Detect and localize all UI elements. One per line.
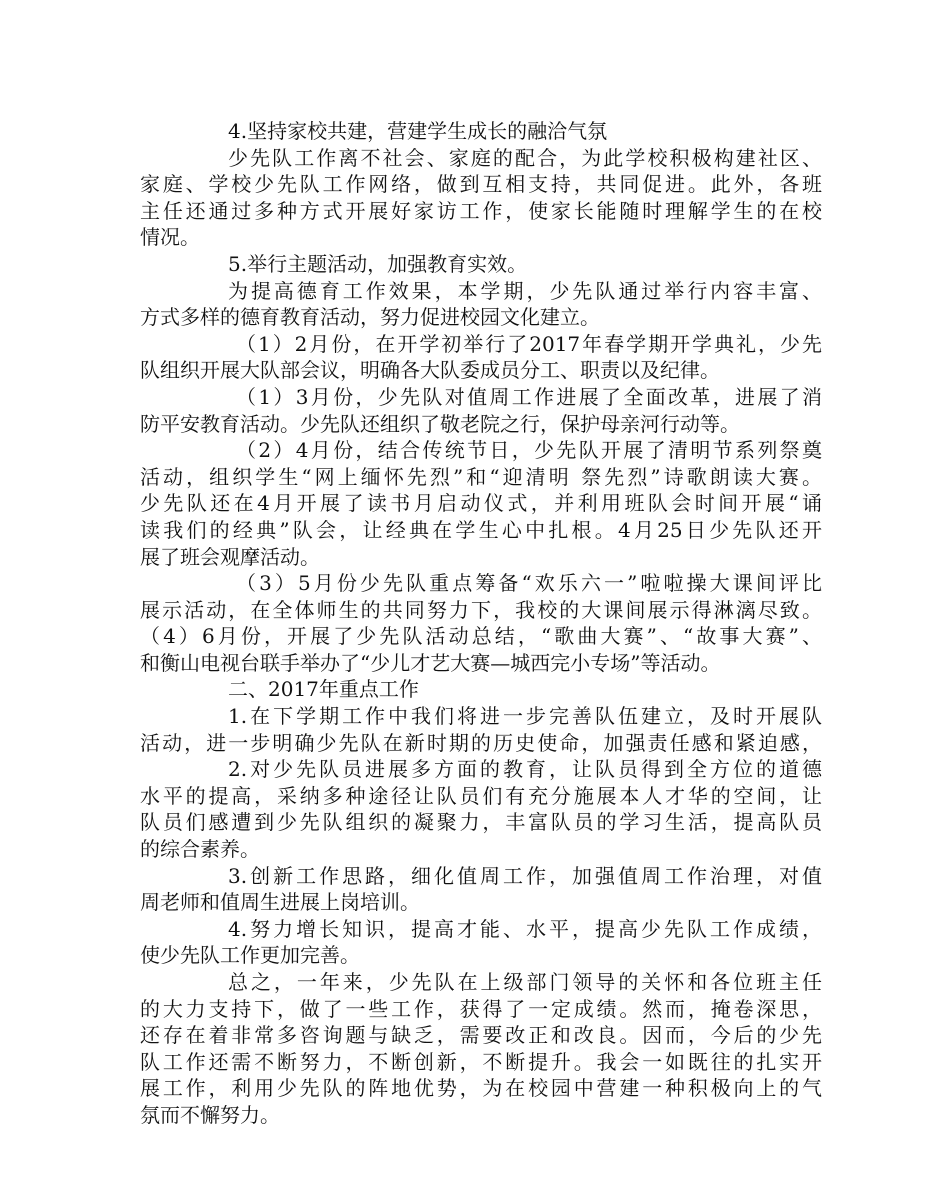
text-line: 5.举行主题活动，加强教育实效。 — [228, 251, 528, 276]
text-line: 展了班会观摩活动。 — [140, 544, 320, 569]
text-line: 队工作还需不断努力，不断创新，不断提升。我会一如既往的扎实开 — [140, 1049, 822, 1074]
text-line: 少先队工作离不社会、家庭的配合，为此学校积极构建社区、 — [228, 145, 822, 170]
text-line: 活动，组织学生“网上缅怀先烈”和“迎清明 祭先烈”诗歌朗读大赛。 — [140, 464, 822, 489]
text-line: 主任还通过多种方式开展好家访工作，使家长能随时理解学生的在校 — [140, 198, 822, 223]
text-line: 读我们的经典”队会，让经典在学生心中扎根。4月25日少先队还开 — [140, 517, 822, 542]
text-line: 4.坚持家校共建，营建学生成长的融洽气氛 — [228, 119, 608, 143]
text-line: 和衡山电视台联手举办了“少儿才艺大赛—城西完小专场”等活动。 — [140, 650, 721, 675]
text-line: 为提高德育工作效果，本学期，少先队通过举行内容丰富、 — [228, 278, 822, 303]
text-line: 周老师和值周生进展上岗培训。 — [140, 890, 420, 915]
text-line: （1）2月份，在开学初举行了2017年春学期开学典礼，少先 — [236, 331, 822, 356]
text-line: 1.在下学期工作中我们将进一步完善队伍建立，及时开展队 — [228, 704, 822, 729]
text-line: 总之，一年来，少先队在上级部门领导的关怀和各位班主任 — [228, 970, 822, 994]
text-line: （2）4月份，结合传统节日，少先队开展了清明节系列祭奠 — [236, 438, 822, 463]
text-line: 方式多样的德育教育活动，努力促进校园文化建立。 — [140, 305, 600, 330]
text-line: 4.努力增长知识，提高才能、水平，提高少先队工作成绩， — [228, 916, 822, 941]
text-line: 展示活动，在全体师生的共同努力下，我校的大课间展示得淋漓尽致。 — [140, 597, 822, 622]
text-line: 的综合素养。 — [140, 837, 260, 862]
section-heading: 二、2017年重点工作 — [228, 677, 419, 702]
text-line: （4）6月份，开展了少先队活动总结，“歌曲大赛”、“故事大赛”、 — [140, 624, 822, 649]
text-line: 2.对少先队员进展多方面的教育，让队员得到全方位的道德 — [228, 757, 822, 782]
text-line: 情况。 — [140, 225, 200, 250]
text-line: 防平安教育活动。少先队还组织了敬老院之行，保护母亲河行动等。 — [140, 411, 740, 436]
text-line: 氛而不懈努力。 — [140, 1102, 280, 1127]
text-line: 活动，进一步明确少先队在新时期的历史使命，加强责任感和紧迫感， — [140, 730, 822, 755]
text-line: 水平的提高，采纳多种途径让队员们有充分施展本人才华的空间，让 — [140, 783, 822, 808]
document-body — [140, 118, 822, 1129]
text-line: 的大力支持下，做了一些工作，获得了一定成绩。然而，掩卷深思， — [140, 996, 822, 1021]
text-line: 使少先队工作更加完善。 — [140, 943, 360, 968]
text-line: （1）3月份，少先队对值周工作进展了全面改革，进展了消 — [236, 384, 822, 409]
text-line: 家庭、学校少先队工作网络，做到互相支持，共同促进。此外，各班 — [140, 172, 822, 197]
text-line: 展工作，利用少先队的阵地优势，为在校园中营建一种积极向上的气 — [140, 1076, 822, 1101]
text-line: 队组织开展大队部会议，明确各大队委成员分工、职责以及纪律。 — [140, 358, 720, 383]
text-line: （3）5月份少先队重点筹备“欢乐六一”啦啦操大课间评比 — [236, 571, 822, 596]
text-line: 3.创新工作思路，细化值周工作，加强值周工作治理，对值 — [228, 863, 822, 888]
text-line: 队员们感遭到少先队组织的凝聚力，丰富队员的学习生活，提高队员 — [140, 810, 822, 835]
text-line: 还存在着非常多咨询题与缺乏，需要改正和改良。因而，今后的少先 — [140, 1023, 822, 1048]
text-line: 少先队还在4月开展了读书月启动仪式，并利用班队会时间开展“诵 — [140, 491, 822, 516]
